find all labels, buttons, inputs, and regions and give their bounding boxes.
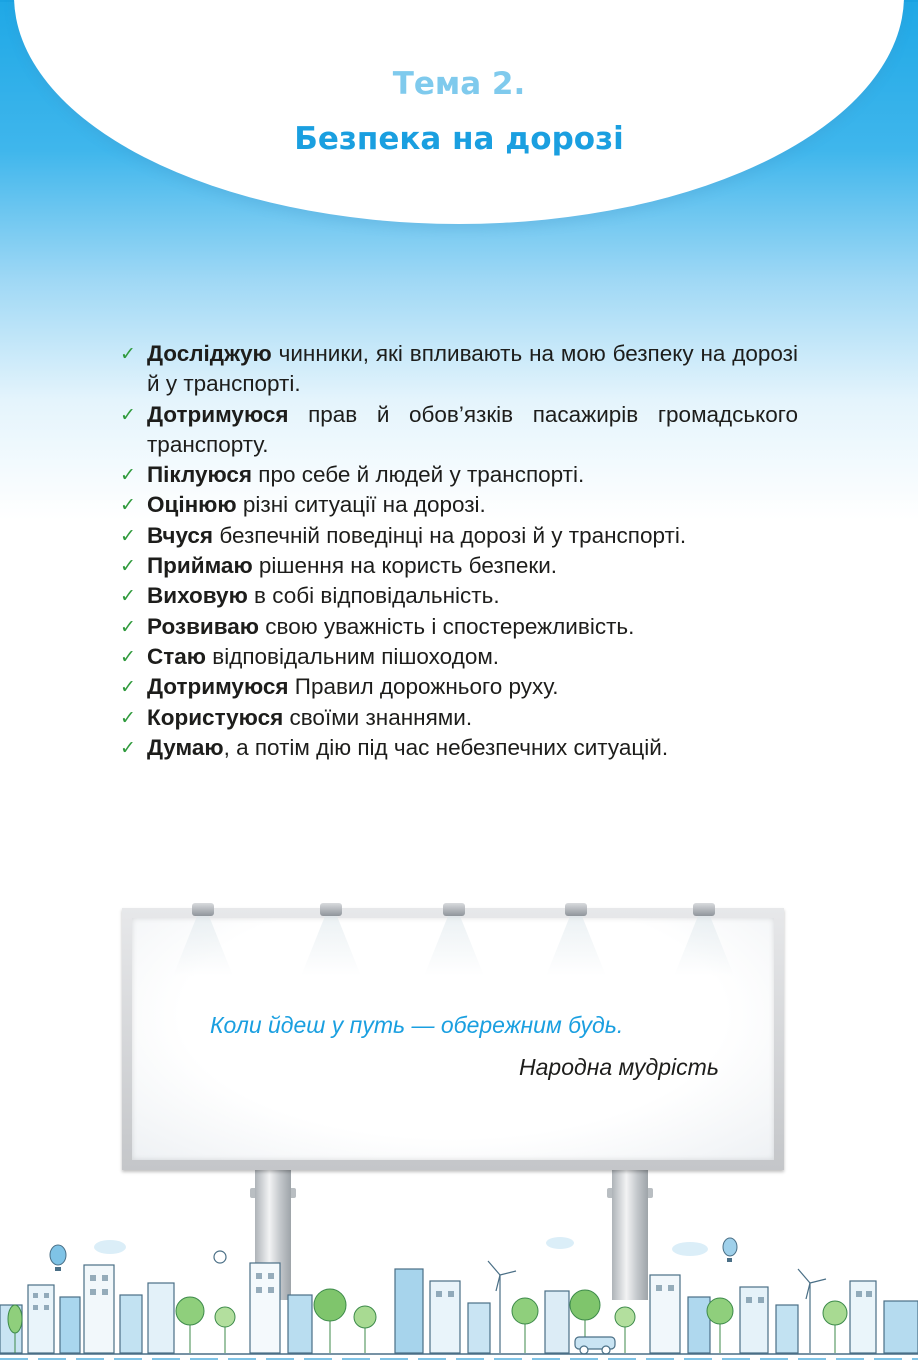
city-illustration xyxy=(0,1225,918,1360)
sun-icon xyxy=(214,1251,226,1263)
goal-text: безпечній поведінці на дорозі й у транспорті. xyxy=(213,522,687,548)
goal-text: свою уважність і спостережливість. xyxy=(259,613,635,639)
check-icon: ✓ xyxy=(120,645,136,668)
goal-item xyxy=(118,581,798,611)
goal-item xyxy=(118,733,798,763)
check-icon: ✓ xyxy=(120,736,136,759)
topic-label: Тема 2. xyxy=(392,66,526,102)
goal-text: відповідальним пішоходом. xyxy=(206,643,500,669)
billboard-lamp xyxy=(192,903,214,916)
goal-text: прав й обов’язків пасажирів громадського транспорту. xyxy=(147,401,798,457)
car-icon xyxy=(575,1337,615,1354)
goal-text: про себе й людей у транспорті. xyxy=(252,462,585,488)
goal-item xyxy=(118,521,798,551)
check-icon: ✓ xyxy=(120,615,136,638)
goal-text: Правил дорожнього руху. xyxy=(288,674,559,700)
billboard-lamp xyxy=(443,903,465,916)
wind-turbine-icon xyxy=(488,1261,516,1353)
goal-item xyxy=(118,400,798,461)
wind-turbine-icon xyxy=(798,1269,826,1353)
balloon-icon xyxy=(723,1238,737,1262)
check-icon: ✓ xyxy=(120,676,136,699)
goal-item xyxy=(118,551,798,581)
goal-text: , а потім дію під час небезпечних ситуацій. xyxy=(223,734,669,760)
goal-item xyxy=(118,642,798,672)
goal-item xyxy=(118,460,798,490)
header-arc xyxy=(14,0,904,224)
goal-verb: Виховую xyxy=(147,583,248,609)
learning-goals-list xyxy=(118,339,798,763)
goal-verb: Оцінюю xyxy=(147,492,237,518)
goal-text: різні ситуації на дорозі. xyxy=(236,492,486,518)
goal-text: своїми знаннями. xyxy=(283,704,473,730)
billboard-quote: Коли йдеш у путь — обережним будь. xyxy=(210,1012,624,1038)
goal-verb: Вчуся xyxy=(147,522,214,548)
goal-verb: Думаю xyxy=(147,734,224,760)
check-icon: ✓ xyxy=(120,524,136,547)
check-icon: ✓ xyxy=(120,555,136,578)
goal-item xyxy=(118,703,798,733)
quote-source: Народна мудрість xyxy=(519,1054,719,1080)
goal-verb: Стаю xyxy=(147,643,206,669)
goal-verb: Приймаю xyxy=(147,553,253,579)
billboard-lamp xyxy=(693,903,715,916)
billboard-lamp xyxy=(565,903,587,916)
goal-item xyxy=(118,612,798,642)
check-icon: ✓ xyxy=(120,585,136,608)
goal-verb: Дотримуюся xyxy=(147,401,289,427)
check-icon: ✓ xyxy=(120,403,136,426)
billboard-lamp xyxy=(320,903,342,916)
goal-verb: Дотримуюся xyxy=(147,674,289,700)
goal-text: чинники, які впливають на мою безпеку на дорозі й у транспорті. xyxy=(147,341,798,397)
goal-item xyxy=(118,490,798,520)
check-icon: ✓ xyxy=(120,343,136,365)
goal-verb: Досліджую xyxy=(147,341,272,366)
balloon-icon xyxy=(50,1245,66,1271)
goal-verb: Піклуюся xyxy=(147,462,253,488)
check-icon: ✓ xyxy=(120,464,136,487)
goal-verb: Розвиваю xyxy=(147,613,260,639)
check-icon: ✓ xyxy=(120,706,136,729)
goal-item xyxy=(118,339,798,400)
topic-title: Безпека на дорозі xyxy=(294,121,624,157)
check-icon: ✓ xyxy=(120,494,136,517)
goal-text: в собі відповідальність. xyxy=(247,583,500,609)
goal-text: рішення на користь безпеки. xyxy=(252,553,558,579)
goal-verb: Користуюся xyxy=(147,704,284,730)
goal-item xyxy=(118,672,798,702)
